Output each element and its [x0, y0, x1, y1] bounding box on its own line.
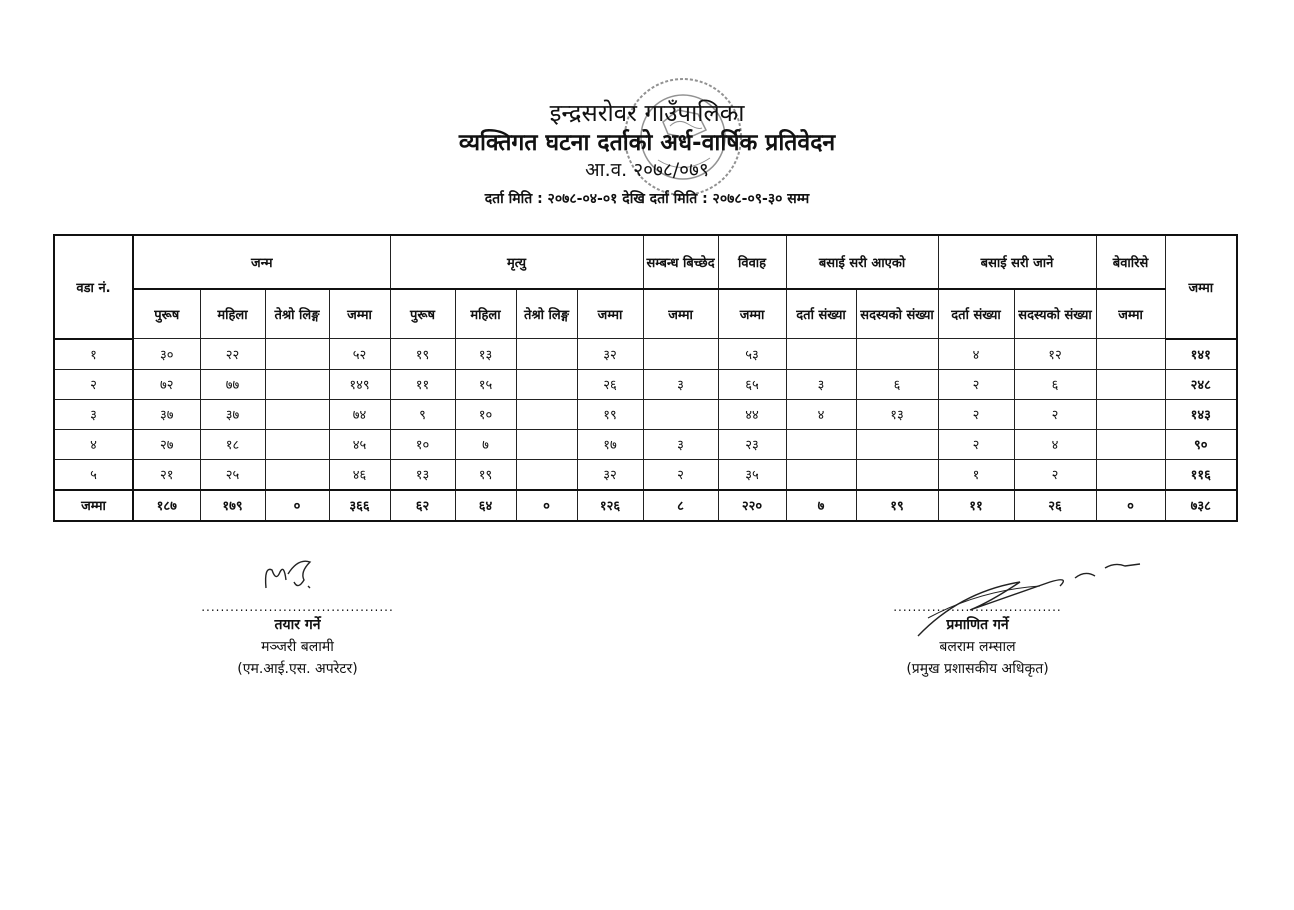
table-cell	[1096, 399, 1165, 429]
table-cell	[786, 339, 856, 370]
table-cell: ०	[516, 490, 577, 521]
birth-female-header: महिला	[200, 289, 265, 339]
table-cell: १२६	[577, 490, 643, 521]
ward-number-cell: २	[54, 369, 133, 399]
row-total-cell: १४१	[1165, 339, 1237, 370]
table-cell: ७७	[200, 369, 265, 399]
table-cell: ६	[856, 369, 938, 399]
row-total-cell: ९०	[1165, 429, 1237, 459]
table-cell	[1096, 459, 1165, 490]
table-cell: ४५	[329, 429, 390, 459]
death-total-header: जम्मा	[577, 289, 643, 339]
table-cell: ९	[390, 399, 455, 429]
table-cell: ३२	[577, 339, 643, 370]
table-cell: ३५	[718, 459, 786, 490]
table-cell: ४	[1014, 429, 1096, 459]
table-cell	[265, 429, 329, 459]
death-male-header: पुरूष	[390, 289, 455, 339]
table-row	[54, 339, 1237, 370]
death-header: मृत्यु	[390, 235, 643, 289]
certified-designation: (प्रमुख प्रशासकीय अधिकृत)	[906, 661, 1049, 677]
table-cell	[1096, 369, 1165, 399]
report-header	[0, 98, 1294, 210]
table-cell: २	[1014, 399, 1096, 429]
table-cell	[856, 459, 938, 490]
table-cell: २६	[1014, 490, 1096, 521]
table-cell	[516, 339, 577, 370]
certified-role: प्रमाणित गर्ने	[946, 617, 1009, 633]
ward-header: वडा नं.	[54, 235, 133, 339]
table-cell: ३७	[133, 399, 200, 429]
table-cell: ६४	[455, 490, 516, 521]
migration-in-count-header: दर्ता संख्या	[786, 289, 856, 339]
table-cell: ११	[390, 369, 455, 399]
table-cell: २६	[577, 369, 643, 399]
table-cell: ५२	[329, 339, 390, 370]
row-total-cell: ११६	[1165, 459, 1237, 490]
row-total-cell: १४३	[1165, 399, 1237, 429]
vital-events-table	[53, 234, 1238, 522]
table-row	[54, 399, 1237, 429]
table-cell: १५	[455, 369, 516, 399]
table-cell: २	[938, 399, 1014, 429]
prepared-role: तयार गर्ने	[274, 617, 321, 633]
table-cell: २७	[133, 429, 200, 459]
table-cell	[643, 339, 718, 370]
table-cell: ८	[643, 490, 718, 521]
table-cell: ४४	[718, 399, 786, 429]
migration-out-members-header: सदस्यको संख्या	[1014, 289, 1096, 339]
table-cell: २	[643, 459, 718, 490]
table-cell: ४६	[329, 459, 390, 490]
birth-third-gender-header: तेश्रो लिङ्ग	[265, 289, 329, 339]
table-cell: १८	[200, 429, 265, 459]
table-cell	[786, 459, 856, 490]
table-cell: ३२	[577, 459, 643, 490]
table-cell	[1096, 339, 1165, 370]
death-female-header: महिला	[455, 289, 516, 339]
prepared-name: मञ्जरी बलामी	[261, 639, 334, 655]
table-cell: ३०	[133, 339, 200, 370]
table-cell: १९	[577, 399, 643, 429]
certified-name: बलराम लम्साल	[939, 639, 1016, 655]
table-cell: ३६६	[329, 490, 390, 521]
table-cell: ६५	[718, 369, 786, 399]
ward-number-cell: ३	[54, 399, 133, 429]
divorce-total-header: जम्मा	[643, 289, 718, 339]
table-cell: २	[938, 369, 1014, 399]
table-cell	[516, 399, 577, 429]
fiscal-year: आ.व. २०७८/०७९	[585, 159, 709, 181]
table-cell: १३	[455, 339, 516, 370]
table-cell	[1096, 429, 1165, 459]
table-cell: १९	[856, 490, 938, 521]
table-cell: ७	[455, 429, 516, 459]
table-cell: ७२	[133, 369, 200, 399]
table-cell: २	[1014, 459, 1096, 490]
table-cell: १९	[390, 339, 455, 370]
prepared-designation: (एम.आई.एस. अपरेटर)	[237, 661, 358, 677]
table-cell: १०	[390, 429, 455, 459]
migration-in-members-header: सदस्यको संख्या	[856, 289, 938, 339]
table-cell: १७९	[200, 490, 265, 521]
table-cell: २५	[200, 459, 265, 490]
table-cell	[265, 399, 329, 429]
table-cell	[516, 459, 577, 490]
table-cell: ११	[938, 490, 1014, 521]
prepared-by-block	[200, 600, 395, 680]
table-cell	[643, 399, 718, 429]
birth-male-header: पुरूष	[133, 289, 200, 339]
date-range: दर्ता मिति : २०७८-०४-०१ देखि दर्ता मिति : २०७८-०९-३० सम्म	[484, 191, 810, 207]
ward-number-cell: ५	[54, 459, 133, 490]
table-cell: ७	[786, 490, 856, 521]
table-cell: ३	[643, 369, 718, 399]
table-cell	[516, 369, 577, 399]
table-cell: १३	[390, 459, 455, 490]
table-cell: ७४	[329, 399, 390, 429]
table-cell	[516, 429, 577, 459]
row-total-cell: ७३८	[1165, 490, 1237, 521]
abandoned-total-header: जम्मा	[1096, 289, 1165, 339]
table-cell	[265, 369, 329, 399]
table-cell	[265, 459, 329, 490]
table-cell: १	[938, 459, 1014, 490]
ward-number-cell: ४	[54, 429, 133, 459]
report-title: व्यक्तिगत घटना दर्ताको अर्ध-वार्षिक प्रतिवेदन	[458, 130, 836, 156]
table-cell: ३	[786, 369, 856, 399]
marriage-header: विवाह	[718, 235, 786, 289]
certified-by-block	[870, 600, 1085, 680]
table-cell: ५३	[718, 339, 786, 370]
table-cell: ३७	[200, 399, 265, 429]
divorce-header: सम्बन्ध बिच्छेद	[643, 235, 718, 289]
table-cell	[856, 339, 938, 370]
table-cell: ३	[643, 429, 718, 459]
abandoned-header: बेवारिसे	[1096, 235, 1165, 289]
table-cell: १०	[455, 399, 516, 429]
table-cell: २	[938, 429, 1014, 459]
total-row	[54, 490, 1237, 521]
birth-header: जन्म	[133, 235, 390, 289]
table-row	[54, 429, 1237, 459]
marriage-total-header: जम्मा	[718, 289, 786, 339]
certified-signature-line: ...................................	[893, 600, 1062, 614]
migration-in-header: बसाई सरी आएको	[786, 235, 938, 289]
table-cell: २३	[718, 429, 786, 459]
table-cell: २२	[200, 339, 265, 370]
table-row	[54, 459, 1237, 490]
table-cell: ६	[1014, 369, 1096, 399]
migration-out-count-header: दर्ता संख्या	[938, 289, 1014, 339]
table-cell: ०	[1096, 490, 1165, 521]
total-label-cell: जम्मा	[54, 490, 133, 521]
table-cell	[856, 429, 938, 459]
table-body	[54, 339, 1237, 521]
table-cell	[265, 339, 329, 370]
prepared-signature-line: ........................................	[201, 600, 394, 614]
table-cell: ४	[786, 399, 856, 429]
row-total-cell: २४८	[1165, 369, 1237, 399]
prepared-signature-icon	[258, 552, 330, 598]
birth-total-header: जम्मा	[329, 289, 390, 339]
death-third-gender-header: तेश्रो लिङ्ग	[516, 289, 577, 339]
table-cell: १४९	[329, 369, 390, 399]
table-cell: १८७	[133, 490, 200, 521]
office-name: इन्द्रसरोवर गाउँपालिका	[549, 99, 745, 127]
table-cell: १३	[856, 399, 938, 429]
table-cell: १७	[577, 429, 643, 459]
table-subheader-row	[54, 289, 1237, 339]
table-header-row	[54, 235, 1237, 289]
table-cell: २१	[133, 459, 200, 490]
table-cell: १९	[455, 459, 516, 490]
ward-number-cell: १	[54, 339, 133, 370]
table-cell: २२०	[718, 490, 786, 521]
migration-out-header: बसाई सरी जाने	[938, 235, 1096, 289]
grand-total-header: जम्मा	[1165, 235, 1237, 339]
table-cell	[786, 429, 856, 459]
table-row	[54, 369, 1237, 399]
table-cell: ६२	[390, 490, 455, 521]
table-cell: ४	[938, 339, 1014, 370]
table-cell: १२	[1014, 339, 1096, 370]
table-cell: ०	[265, 490, 329, 521]
